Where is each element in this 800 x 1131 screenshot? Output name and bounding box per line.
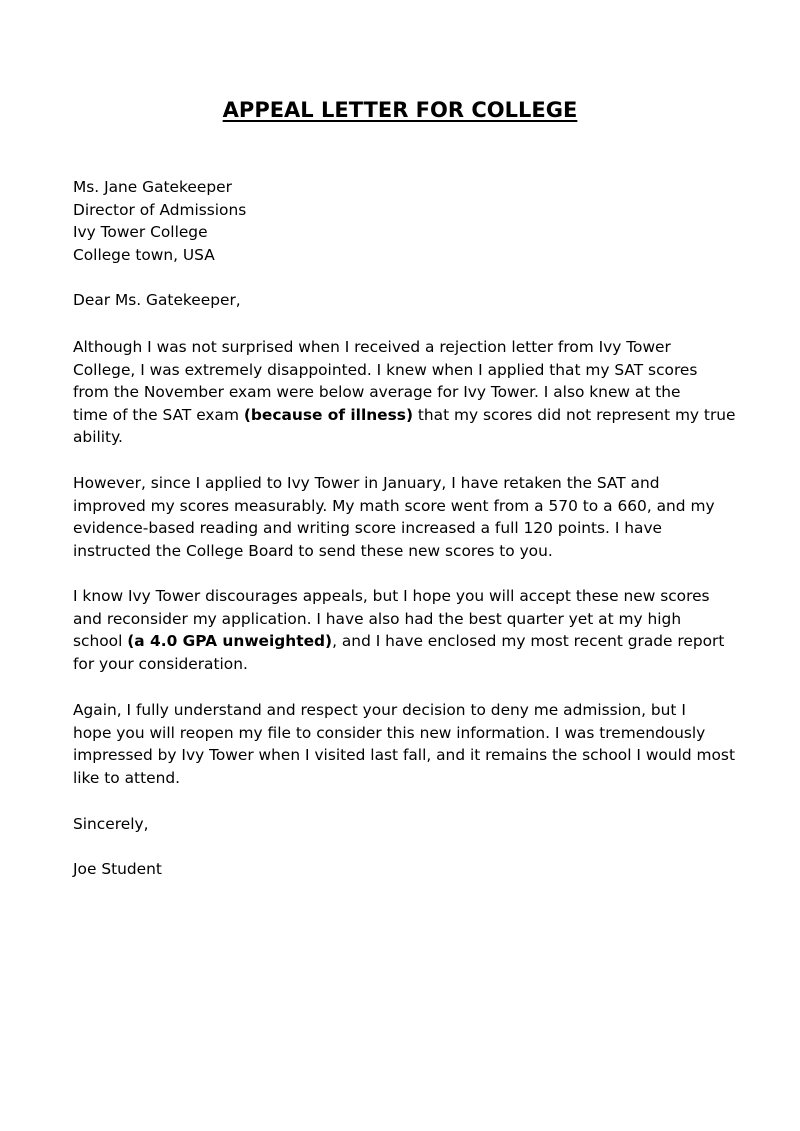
paragraph-4 xyxy=(73,699,733,789)
recipient-location: College town, USA xyxy=(73,245,215,264)
paragraph-4-line-3: impressed by Ivy Tower when I visited last fall, and it remains the school I would most xyxy=(73,746,735,765)
paragraph-1-line-4-end: that my scores did not represent my true xyxy=(412,405,736,424)
letter-title: APPEAL LETTER FOR COLLEGE xyxy=(222,98,578,122)
gpa-emphasis: (a 4.0 GPA unweighted) xyxy=(127,632,333,651)
paragraph-1-line-5: ability. xyxy=(73,428,123,447)
paragraph-3-line-2: and reconsider my application. I have also had the best quarter yet at my high xyxy=(73,609,682,628)
paragraph-3-line-3-end: , and I have enclosed my most recent grade report xyxy=(332,632,725,651)
paragraph-3-line-1: I know Ivy Tower discourages appeals, but I hope you will accept these new scores xyxy=(73,587,710,605)
paragraph-2 xyxy=(73,472,733,562)
salutation: Dear Ms. Gatekeeper, xyxy=(73,291,241,309)
paragraph-4-line-2: hope you will reopen my file to consider this new information. I was tremendously xyxy=(73,723,706,742)
recipient-name: Ms. Jane Gatekeeper xyxy=(73,178,232,196)
paragraph-1-line-2: College, I was extremely disappointed. I knew when I applied that my SAT scores xyxy=(73,360,698,379)
paragraph-2-line-3: evidence-based reading and writing score increased a full 120 points. I have xyxy=(73,519,663,538)
paragraph-1-line-1: Although I was not surprised when I received a rejection letter from Ivy Tower xyxy=(73,338,671,356)
paragraph-2-line-4: instructed the College Board to send these new scores to you. xyxy=(73,541,553,560)
recipient-institution: Ivy Tower College xyxy=(73,223,208,242)
paragraph-1-line-3: from the November exam were below average for Ivy Tower. I also knew at the xyxy=(73,383,681,402)
signature: Joe Student xyxy=(73,860,162,878)
paragraph-3-line-3-start: school xyxy=(73,632,128,651)
illness-emphasis: (because of illness) xyxy=(243,405,413,424)
recipient-position: Director of Admissions xyxy=(73,200,247,219)
paragraph-3-line-3 xyxy=(73,630,733,653)
paragraph-1 xyxy=(73,336,736,449)
paragraph-3 xyxy=(73,585,733,675)
paragraph-2-line-2: improved my scores measurably. My math score went from a 570 to a 660, and my xyxy=(73,496,715,515)
paragraph-4-line-4: like to attend. xyxy=(73,768,181,787)
paragraph-1-line-4 xyxy=(73,404,736,427)
paragraph-3-line-4: for your consideration. xyxy=(73,654,248,673)
paragraph-4-line-1: Again, I fully understand and respect your decision to deny me admission, but I xyxy=(73,701,686,719)
paragraph-2-line-1: However, since I applied to Ivy Tower in January, I have retaken the SAT and xyxy=(73,474,660,492)
paragraph-1-line-4-start: time of the SAT exam xyxy=(73,405,244,424)
recipient-address xyxy=(73,176,733,266)
closing: Sincerely, xyxy=(73,815,149,833)
